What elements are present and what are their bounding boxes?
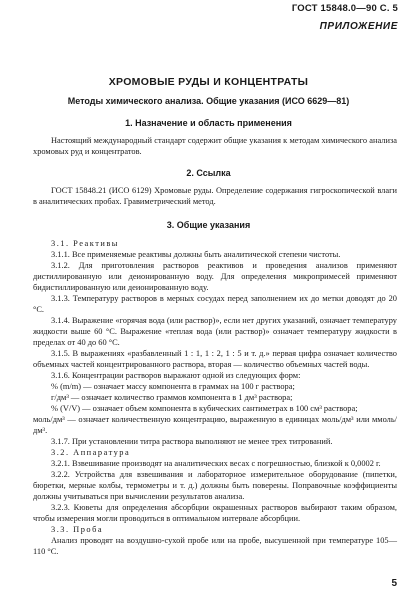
subsection-apparatus: 3.2. Аппаратура [51,448,131,457]
para-3-3-text: Анализ проводят на воздушно-сухой пробе или на пробе, высушенной при температуре 105—110 °С. [33,536,397,556]
section-1-heading: 1. Назначение и область применения [125,118,292,128]
formula-mol-per-dm3: моль/дм³ — означает количественную концентрацию, выраженную в единицах моль/дм³ или ммоль/дм³. [33,415,397,435]
section-2-heading: 2. Ссылка [186,168,231,178]
section-2-body [33,185,397,207]
standard-header: ГОСТ 15848.0—90 С. 5 [291,3,398,14]
formula-volume-percent: % (V/V) — означает объем компонента в кубических сантиметрах в 100 см³ раствора; [51,404,358,413]
para-3-1-3: 3.1.3. Температуру растворов в мерных сосудах перед заполнением их до метки доводят до 20 °С. [33,294,397,314]
para-3-2-1: 3.2.1. Взвешивание производят на аналитических весах с погрешностью, близкой к 0,0002 г. [51,459,381,468]
document-subtitle: Методы химического анализа. Общие указания (ИСО 6629—81) [67,96,350,106]
subsection-sample: 3.3. Проба [51,525,104,534]
para-3-1-6: 3.1.6. Концентрации растворов выражают одной из следующих форм: [51,371,301,380]
page-number: 5 [391,578,397,589]
section-3-body [33,238,397,557]
formula-mass-percent: % (m/m) — означает массу компонента в граммах на 100 г раствора; [51,382,295,391]
section-1-text: Настоящий международный стандарт содержит общие указания к методам химического анализа хромовых руд и концентратов. [33,136,397,156]
section-1-body [33,135,397,157]
para-3-1-7: 3.1.7. При установлении титра раствора выполняют не менее трех титрований. [51,437,333,446]
formula-grams-per-dm3: г/дм³ — означает количество граммов компонента в 1 дм³ раствора; [51,393,293,402]
document-title: ХРОМОВЫЕ РУДЫ И КОНЦЕНТРАТЫ [108,76,309,88]
para-3-1-1: 3.1.1. Все применяемые реактивы должны быть аналитической степени чистоты. [51,250,341,259]
para-3-2-2: 3.2.2. Устройства для взвешивания и лабораторное измерительное оборудование (пипетки, бюретки, мерные колбы, термометры и т. д.) должны быть поверены. Поправочные коэффициенты должны учитываться при вычислении результатов анализа. [33,470,397,501]
para-3-2-3: 3.2.3. Кюветы для определения абсорбции окрашенных растворов выбирают таким образом, чтобы измерения могли проводиться в оптимальном интервале абсорбции. [33,503,397,523]
appendix-label: ПРИЛОЖЕНИЕ [319,21,398,32]
para-3-1-5: 3.1.5. В выражениях «разбавленный 1 : 1, 1 : 2, 1 : 5 и т. д.» первая цифра означает количество объемных частей концентрированного раствора, вторая — количество объемных частей воды. [33,349,397,369]
para-3-1-4: 3.1.4. Выражение «горячая вода (или раствор)», если нет других указаний, означает температуру жидкости выше 60 °С. Выражение «теплая вода (или раствор)» означает температуру жидкости в пределах от 40 до 60 °С. [33,316,397,347]
para-3-1-2: 3.1.2. Для приготовления растворов реактивов и проведения анализов применяют дистиллированную или деионированную воду. Для определения микропримесей применяют бидистиллированную или деионированную воду. [33,261,397,292]
subsection-reagents: 3.1. Реактивы [51,239,119,248]
section-2-text: ГОСТ 15848.21 (ИСО 6129) Хромовые руды. Определение содержания гигроскопической влаги в аналитических пробах. Гравиметрический метод. [33,186,397,206]
section-3-heading: 3. Общие указания [166,220,251,230]
